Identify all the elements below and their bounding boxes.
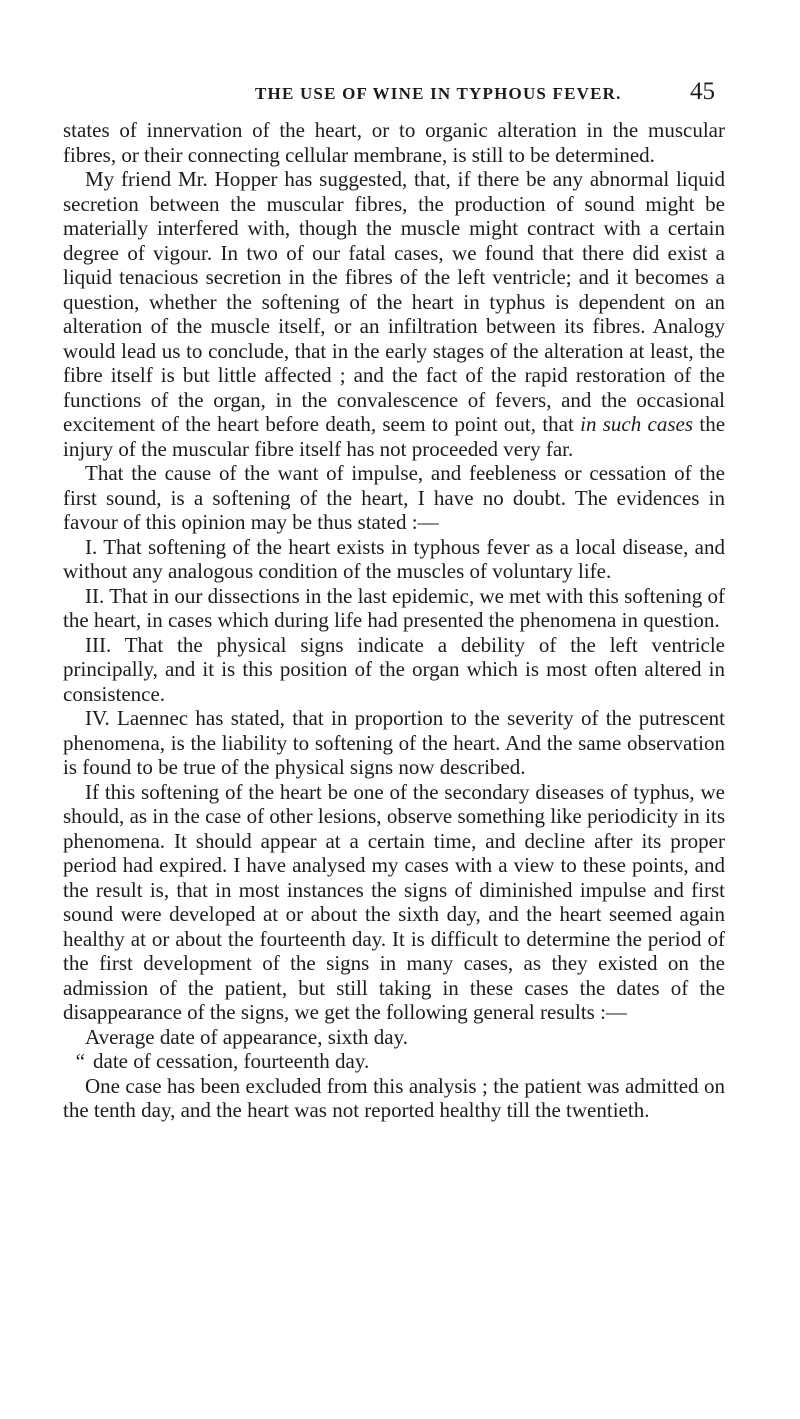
results-line: Average date of appearance, sixth day.: [85, 1024, 408, 1049]
ditto-mark: “: [75, 1049, 85, 1073]
paragraph-text: the injury of the muscular fibre itself has not proceeded very far.: [63, 412, 726, 461]
paragraph: I. That softening of the heart exists in typhous fever as a local disease, and without any analogous condition of the muscles of voluntary life.: [63, 534, 725, 583]
paragraph: One case has been excluded from this analysis ; the patient was admitted on the tenth day, and the heart was not reported healthy till the twentieth.: [63, 1073, 725, 1122]
paragraph: states of innervation of the heart, or to organic alteration in the muscular fibres, or their connecting cellular membrane, is still to be determined.: [63, 118, 725, 167]
page-number: 45: [690, 78, 715, 105]
paragraph: IV. Laennec has stated, that in proportion to the severity of the putrescent phenomena, is the liability to softening of the heart. And the same observation is found to be true of the physical signs now described.: [63, 706, 725, 779]
results-text: date of cessation, fourteenth day.: [93, 1049, 370, 1073]
results-line: [63, 1049, 725, 1074]
italic-phrase: in such cases: [580, 412, 694, 436]
paragraph: II. That in our dissections in the last epidemic, we met with this softening of the heart, in cases which during life had presented the phenomena in question.: [63, 583, 725, 632]
paragraph-text: My friend Mr. Hopper has suggested, that, if there be any abnormal liquid secretion between the muscular fibres, the production of sound might be materially interfered with, though the muscle might contract with a certain degree of vigour. In two of our fatal cases, we found that there did exist a liquid tenacious secretion in the fibres of the left ventricle; and it becomes a question, whether the softening of the heart in typhus is dependent on an alteration of the muscle itself, or an infiltration between its fibres. Analogy would lead us to conclude, that in the early stages of the alteration at least, the fibre itself is but little affected ; and the fact of the rapid restoration of the functions of the organ, in the convalescence of fevers, and the occasional excitement of the heart before death, seem to point out, that: [63, 167, 725, 436]
paragraph: If this softening of the heart be one of the secondary diseases of typhus, we should, as in the case of other lesions, observe something like periodicity in its phenomena. It should appear at a certain time, and decline after its proper period had expired. I have analysed my cases with a view to these points, and the result is, that in most instances the signs of diminished impulse and first sound were developed at or about the sixth day, and the heart seemed again healthy at or about the fourteenth day. It is difficult to determine the period of the first development of the signs in many cases, as they existed on the admission of the patient, but still taking in these cases the dates of the disappearance of the signs, we get the following general results :—: [63, 779, 725, 1024]
body-text: [63, 118, 725, 1123]
running-title: THE USE OF WINE IN TYPHOUS FEVER.: [255, 84, 622, 103]
paragraph: That the cause of the want of impulse, and feebleness or cessation of the first sound, is a softening of the heart, I have no doubt. The evidences in favour of this opinion may be thus stated :—: [63, 461, 725, 534]
paragraph: III. That the physical signs indicate a debility of the left ventricle principally, and it is this position of the organ which is most often altered in consistence.: [63, 632, 725, 706]
page-header: [255, 78, 715, 106]
paragraph: [63, 167, 725, 461]
